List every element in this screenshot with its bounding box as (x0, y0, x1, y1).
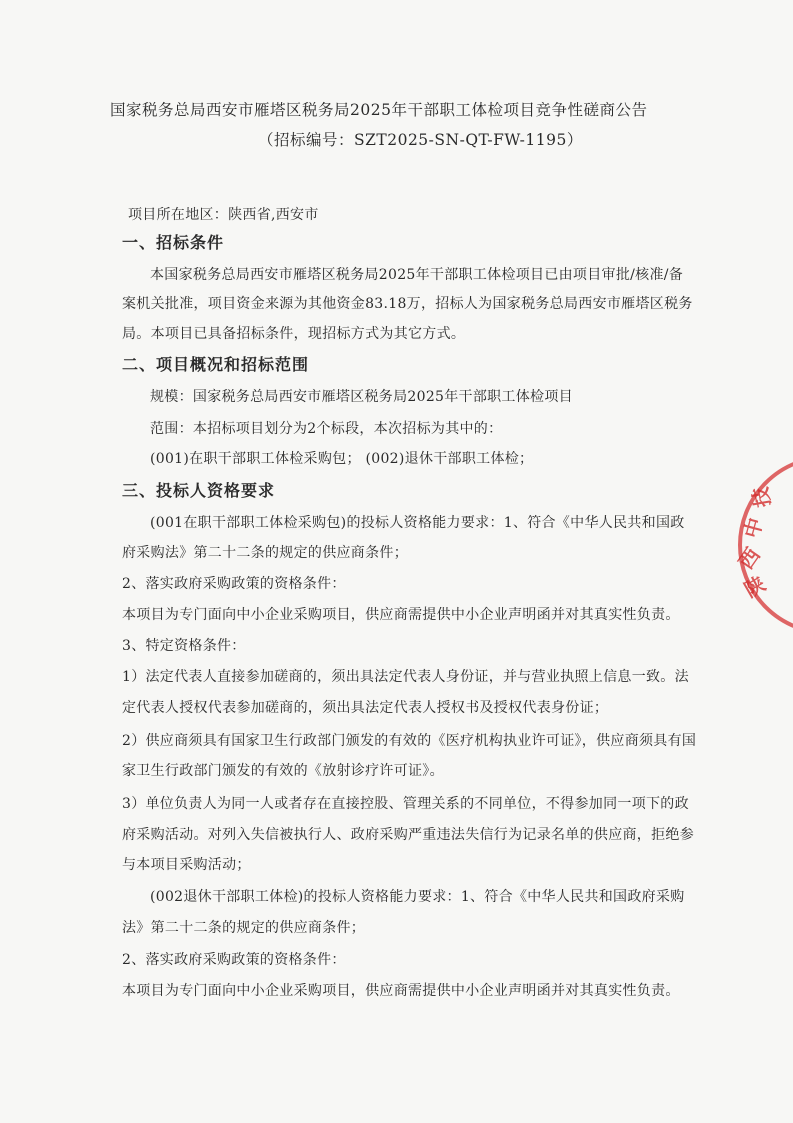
paragraph-line: 本国家税务总局西安市雁塔区税务局2025年干部职工体检项目已由项目审批/核准/备 (150, 267, 684, 283)
paragraph-line: 本项目为专门面向中小企业采购项目，供应商需提供中小企业声明函并对其真实性负责。 (122, 983, 680, 999)
paragraph-line: 2、落实政府采购政策的资格条件： (122, 576, 346, 592)
paragraph-line: 3、特定资格条件： (122, 638, 246, 654)
paragraph-line: 定代表人授权代表参加磋商的，须出具法定代表人授权书及授权代表身份证； (122, 700, 609, 716)
document-title: 国家税务总局西安市雁塔区税务局2025年干部职工体检项目竞争性磋商公告 (110, 101, 648, 119)
paragraph-line: 案机关批准，项目资金来源为其他资金83.18万，招标人为国家税务总局西安市雁塔区税务 (122, 296, 693, 312)
red-seal-stamp: 陕 西 中 技 (738, 455, 793, 635)
paragraph-line: 府采购活动。对列入失信被执行人、政府采购严重违法失信行为记录名单的供应商，拒绝参 (122, 827, 694, 843)
paragraph-line: 3）单位负责人为同一人或者存在直接控股、管理关系的不同单位，不得参加同一项下的政 (122, 796, 689, 812)
paragraph-line: (001在职干部职工体检采购包)的投标人资格能力要求：1、符合《中华人民共和国政 (150, 515, 685, 531)
project-scope: 范围：本招标项目划分为2个标段，本次招标为其中的： (150, 421, 503, 437)
project-scale: 规模：国家税务总局西安市雁塔区税务局2025年干部职工体检项目 (150, 389, 573, 405)
paragraph-line: 与本项目采购活动； (122, 857, 251, 873)
paragraph-line: 2、落实政府采购政策的资格条件： (122, 952, 346, 968)
paragraph-line: 本项目为专门面向中小企业采购项目，供应商需提供中小企业声明函并对其真实性负责。 (122, 607, 680, 623)
paragraph-line: 法》第二十二条的规定的供应商条件； (122, 920, 366, 936)
project-region: 项目所在地区：陕西省,西安市 (128, 207, 319, 223)
paragraph-line: 局。本项目已具备招标条件，现招标方式为其它方式。 (122, 326, 466, 342)
section-heading-project-overview: 二、项目概况和招标范围 (122, 355, 310, 374)
section-heading-bidding-conditions: 一、招标条件 (122, 233, 225, 252)
paragraph-line: (002退休干部职工体检)的投标人资格能力要求：1、符合《中华人民共和国政府采购 (150, 889, 685, 905)
paragraph-line: 1）法定代表人直接参加磋商的，须出具法定代表人身份证，并与营业执照上信息一致。法 (122, 669, 689, 685)
project-lots: (001)在职干部职工体检采购包； (002)退休干部职工体检； (150, 451, 534, 467)
paragraph-line: 府采购法》第二十二条的规定的供应商条件； (122, 545, 408, 561)
tender-number: （招标编号：SZT2025-SN-QT-FW-1195） (258, 131, 583, 149)
section-heading-bidder-qualifications: 三、投标人资格要求 (122, 481, 276, 500)
paragraph-line: 2）供应商须具有国家卫生行政部门颁发的有效的《医疗机构执业许可证》，供应商须具有国 (122, 733, 697, 749)
paragraph-line: 家卫生行政部门颁发的有效的《放射诊疗许可证》。 (122, 763, 444, 779)
